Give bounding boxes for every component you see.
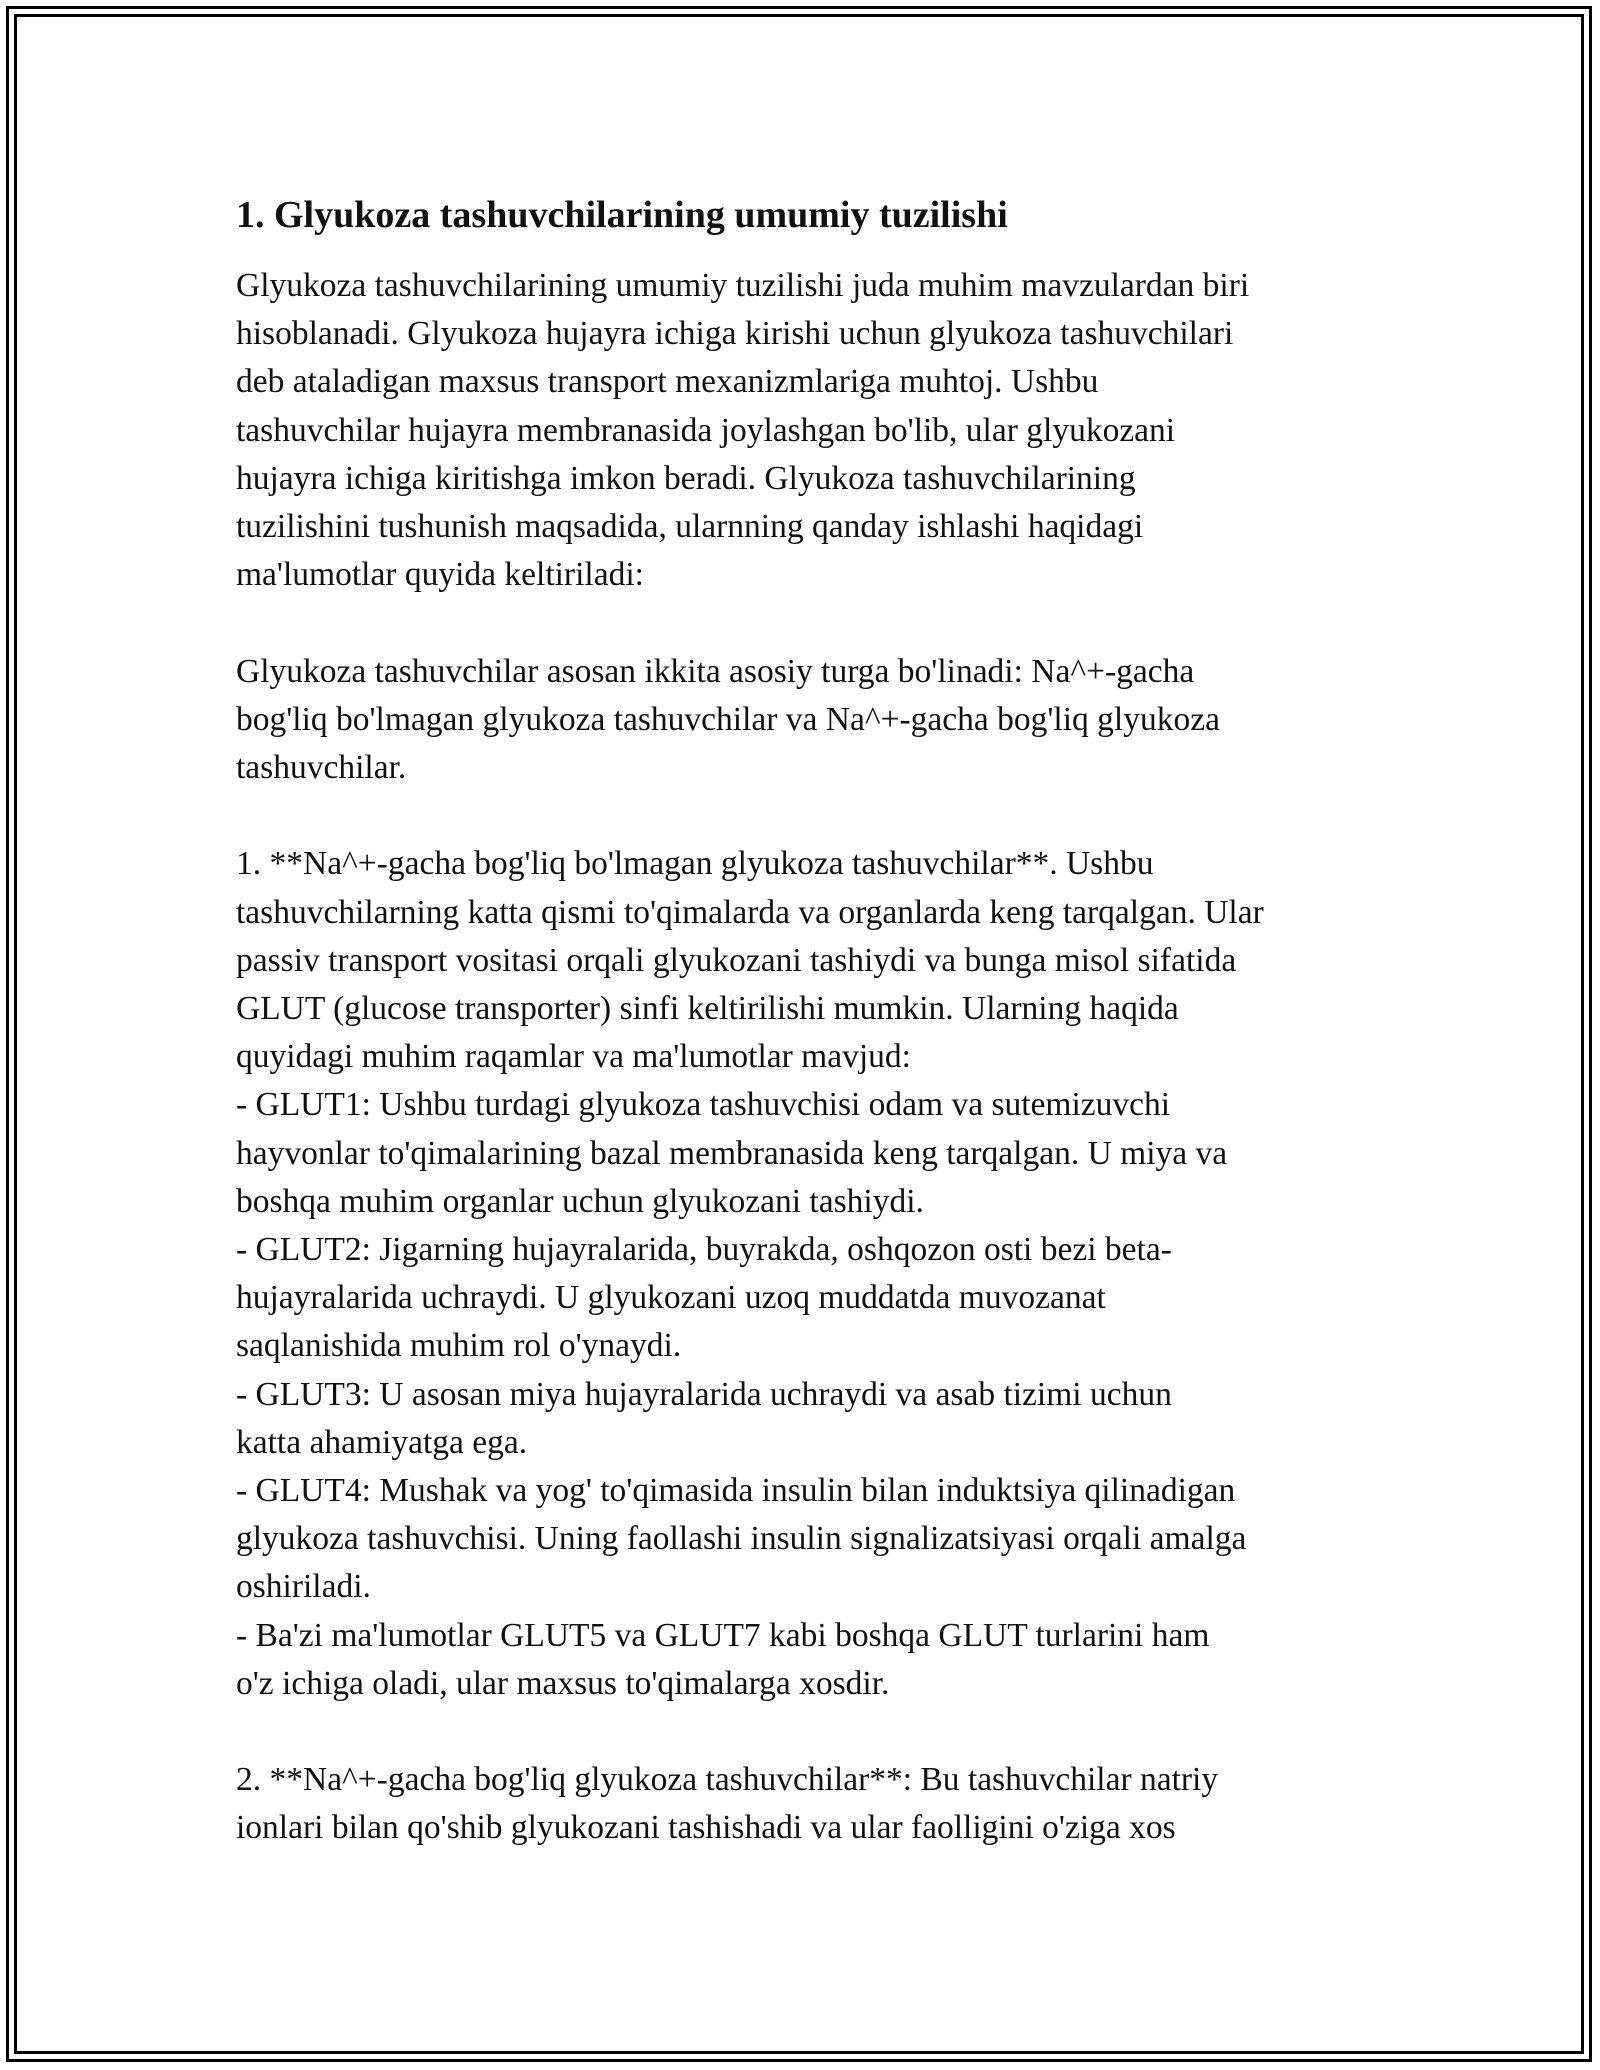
paragraph-spacer bbox=[236, 599, 1376, 647]
sub-item-glut1: - GLUT1: Ushbu turdagi glyukoza tashuvchisi odam va sutemizuvchi hayvonlar to'qimalarining bazal membranasida keng tarqalgan. U miya va boshqa muhim organlar uchun glyukozani tashiydi. bbox=[236, 1086, 1228, 1220]
section-heading: 1. Glyukoza tashuvchilarining umumiy tuzilishi bbox=[236, 194, 1008, 236]
sub-item-glut2: - GLUT2: Jigarning hujayralarida, buyrakda, oshqozon osti bezi beta- hujayralarida uchraydi. U glyukozani uzoq muddatda muvozanat saqlanishida muhim rol o'ynaydi. bbox=[236, 1231, 1172, 1365]
sub-item-glut3: - GLUT3: U asosan miya hujayralarida uchraydi va asab tizimi uchun katta ahamiyatga ega. bbox=[236, 1375, 1172, 1461]
sub-item-other-glut: - Ba'zi ma'lumotlar GLUT5 va GLUT7 kabi boshqa GLUT turlarini ham o'z ichiga oladi, ular maxsus to'qimalarga xosdir. bbox=[236, 1616, 1210, 1702]
paragraph-spacer bbox=[236, 1708, 1376, 1756]
list-item-na-independent: 1. **Na^+-gacha bog'liq bo'lmagan glyukoza tashuvchilar**. Ushbu tashuvchilarning katta qismi to'qimalarda va organlarda keng tarqalgan. Ular passiv transport vositasi orqali glyukozani tashiydi va bunga misol sifatida GLUT (glucose transporter) sinfi keltirilishi mumkin. Ularning haqida quyidagi muhim raqamlar va ma'lumotlar mavjud: bbox=[236, 845, 1264, 1076]
types-paragraph: Glyukoza tashuvchilar asosan ikkita asosiy turga bo'linadi: Na^+-gacha bog'liq bo'lmagan glyukoza tashuvchilar va Na^+-gacha bog'liq glyukoza tashuvchilar. bbox=[236, 652, 1220, 787]
list-section-2 bbox=[236, 1756, 1376, 1852]
document-page bbox=[236, 190, 1376, 1853]
paragraph-spacer bbox=[236, 792, 1376, 840]
list-item-na-dependent: 2. **Na^+-gacha bog'liq glyukoza tashuvchilar**: Bu tashuvchilar natriy ionlari bilan qo'shib glyukozani tashishadi va ular faolligini o'ziga xos bbox=[236, 1761, 1219, 1847]
intro-paragraph: Glyukoza tashuvchilarining umumiy tuzilishi juda muhim mavzulardan biri hisoblanadi. Glyukoza hujayra ichiga kirishi uchun glyukoza tashuvchilari deb ataladigan maxsus transport mexanizmlariga muhtoj. Ushbu tashuvchilar hujayra membranasida joylashgan bo'lib, ular glyukozani hujayra ichiga kiritishga imkon beradi. Glyukoza tashuvchilarining tuzilishini tushunish maqsadida, ularnning qanday ishlashi haqidagi ma'lumotlar quyida keltiriladi: bbox=[236, 267, 1250, 594]
sub-item-glut4: - GLUT4: Mushak va yog' to'qimasida insulin bilan induktsiya qilinadigan glyukoza tashuvchisi. Uning faollashi insulin signalizatsiyasi orqali amalga oshiriladi. bbox=[236, 1472, 1247, 1606]
list-section-1 bbox=[236, 840, 1376, 1708]
